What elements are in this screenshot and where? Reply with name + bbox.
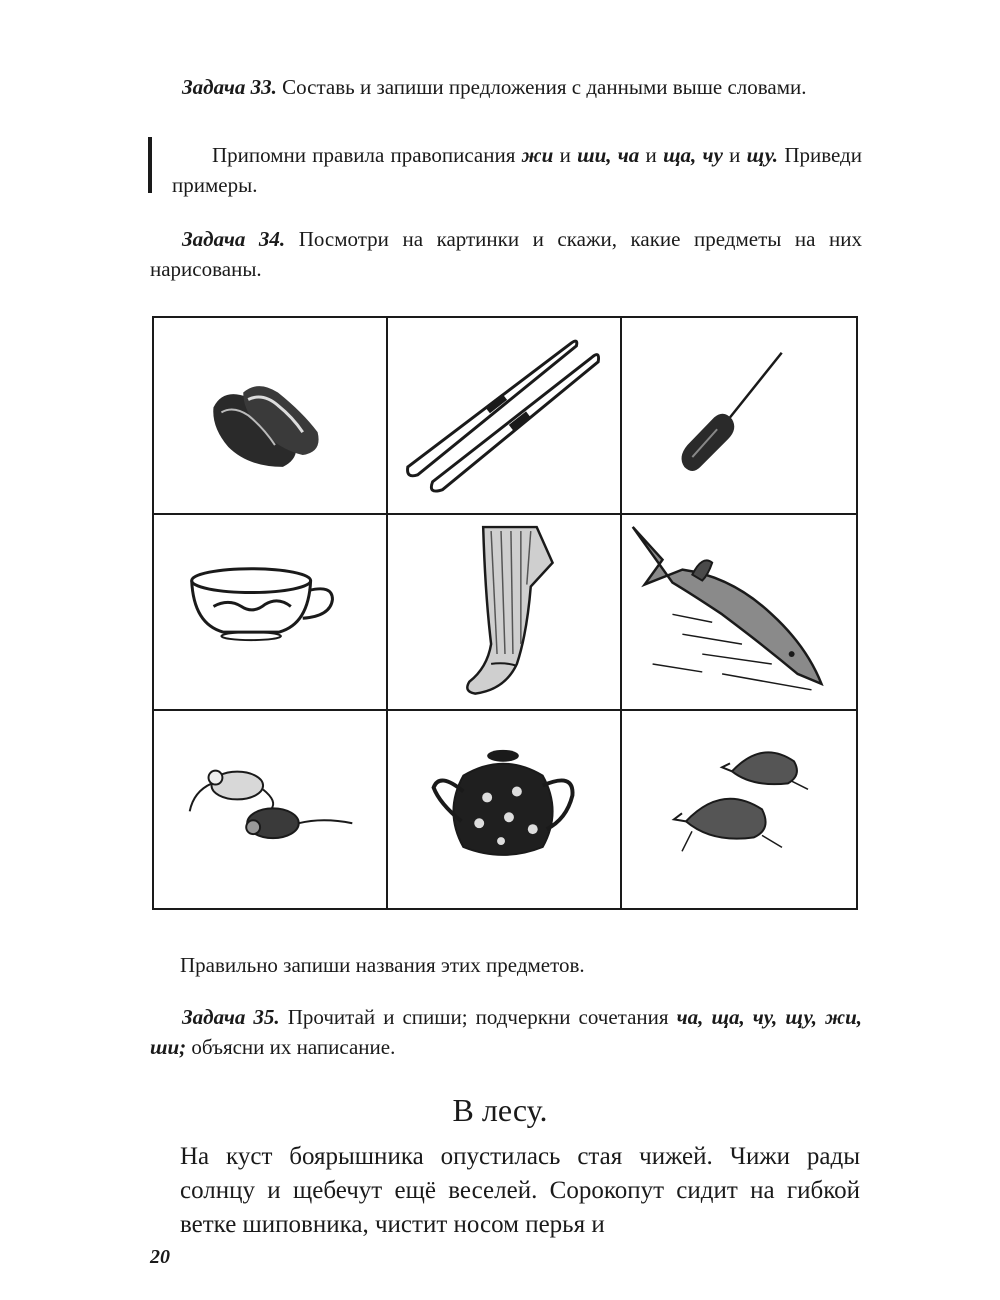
rule-text-5: Приведи примеры. bbox=[172, 143, 862, 197]
pike-fish-icon bbox=[622, 515, 856, 710]
skis-icon bbox=[388, 318, 620, 513]
task-33 bbox=[150, 72, 862, 102]
spelling-rule bbox=[172, 140, 862, 200]
picture-cell bbox=[622, 711, 856, 908]
mice-icon bbox=[154, 711, 386, 908]
task-33-label: Задача 33. bbox=[182, 75, 277, 99]
picture-cell bbox=[622, 318, 856, 515]
rule-text-1: Припомни правила правописания bbox=[212, 143, 522, 167]
rule-text-2: и bbox=[553, 143, 578, 167]
picture-cell bbox=[154, 318, 388, 515]
stocking-icon bbox=[388, 515, 620, 710]
task-34-label: Задача 34. bbox=[182, 227, 286, 251]
rule-margin-bar bbox=[148, 137, 152, 193]
story-title: В лесу. bbox=[452, 1092, 548, 1128]
slippers-icon bbox=[154, 318, 386, 513]
task-34-text: Посмотри на картинки и скажи, какие предметы на них нарисованы. bbox=[150, 227, 863, 281]
task-34 bbox=[150, 224, 862, 284]
hedgehogs-icon bbox=[622, 711, 856, 908]
picture-cell bbox=[388, 515, 622, 712]
task-35-text-2: объясни их написание. bbox=[186, 1035, 396, 1059]
rule-text-4: и bbox=[722, 143, 747, 167]
rule-bold-2: ши, ча bbox=[577, 143, 640, 167]
picture-cell bbox=[388, 318, 622, 515]
rule-bold-3: ща, чу bbox=[663, 143, 723, 167]
story-text: На куст боярышника опустилась стая чижей. Чижи рады солнцу и щебечут ещё веселей. Сорокопут сидит на гибкой ветке шиповника, чистит носом перья и bbox=[180, 1143, 860, 1238]
task-35-label: Задача 35. bbox=[182, 1005, 280, 1029]
rule-bold-4: щу. bbox=[746, 143, 779, 167]
rule-text-3: и bbox=[639, 143, 664, 167]
write-names-instruction: Правильно запиши названия этих предметов. bbox=[180, 953, 585, 977]
picture-cell bbox=[154, 711, 388, 908]
teapot-icon bbox=[388, 711, 620, 908]
picture-grid bbox=[152, 316, 858, 910]
task-33-text: Составь и запиши предложения с данными выше словами. bbox=[282, 75, 807, 99]
picture-cell bbox=[388, 711, 622, 908]
cup-icon bbox=[154, 515, 386, 710]
task-35-text-1: Прочитай и спиши; подчеркни сочетания bbox=[287, 1005, 677, 1029]
picture-cell bbox=[154, 515, 388, 712]
task-35-bold: ча, ща, чу, щу, жи, ши; bbox=[150, 1005, 862, 1059]
awl-icon bbox=[622, 318, 856, 513]
page-number: 20 bbox=[150, 1246, 170, 1268]
picture-cell bbox=[622, 515, 856, 712]
task-35 bbox=[150, 1002, 862, 1062]
rule-bold-1: жи bbox=[521, 143, 554, 167]
